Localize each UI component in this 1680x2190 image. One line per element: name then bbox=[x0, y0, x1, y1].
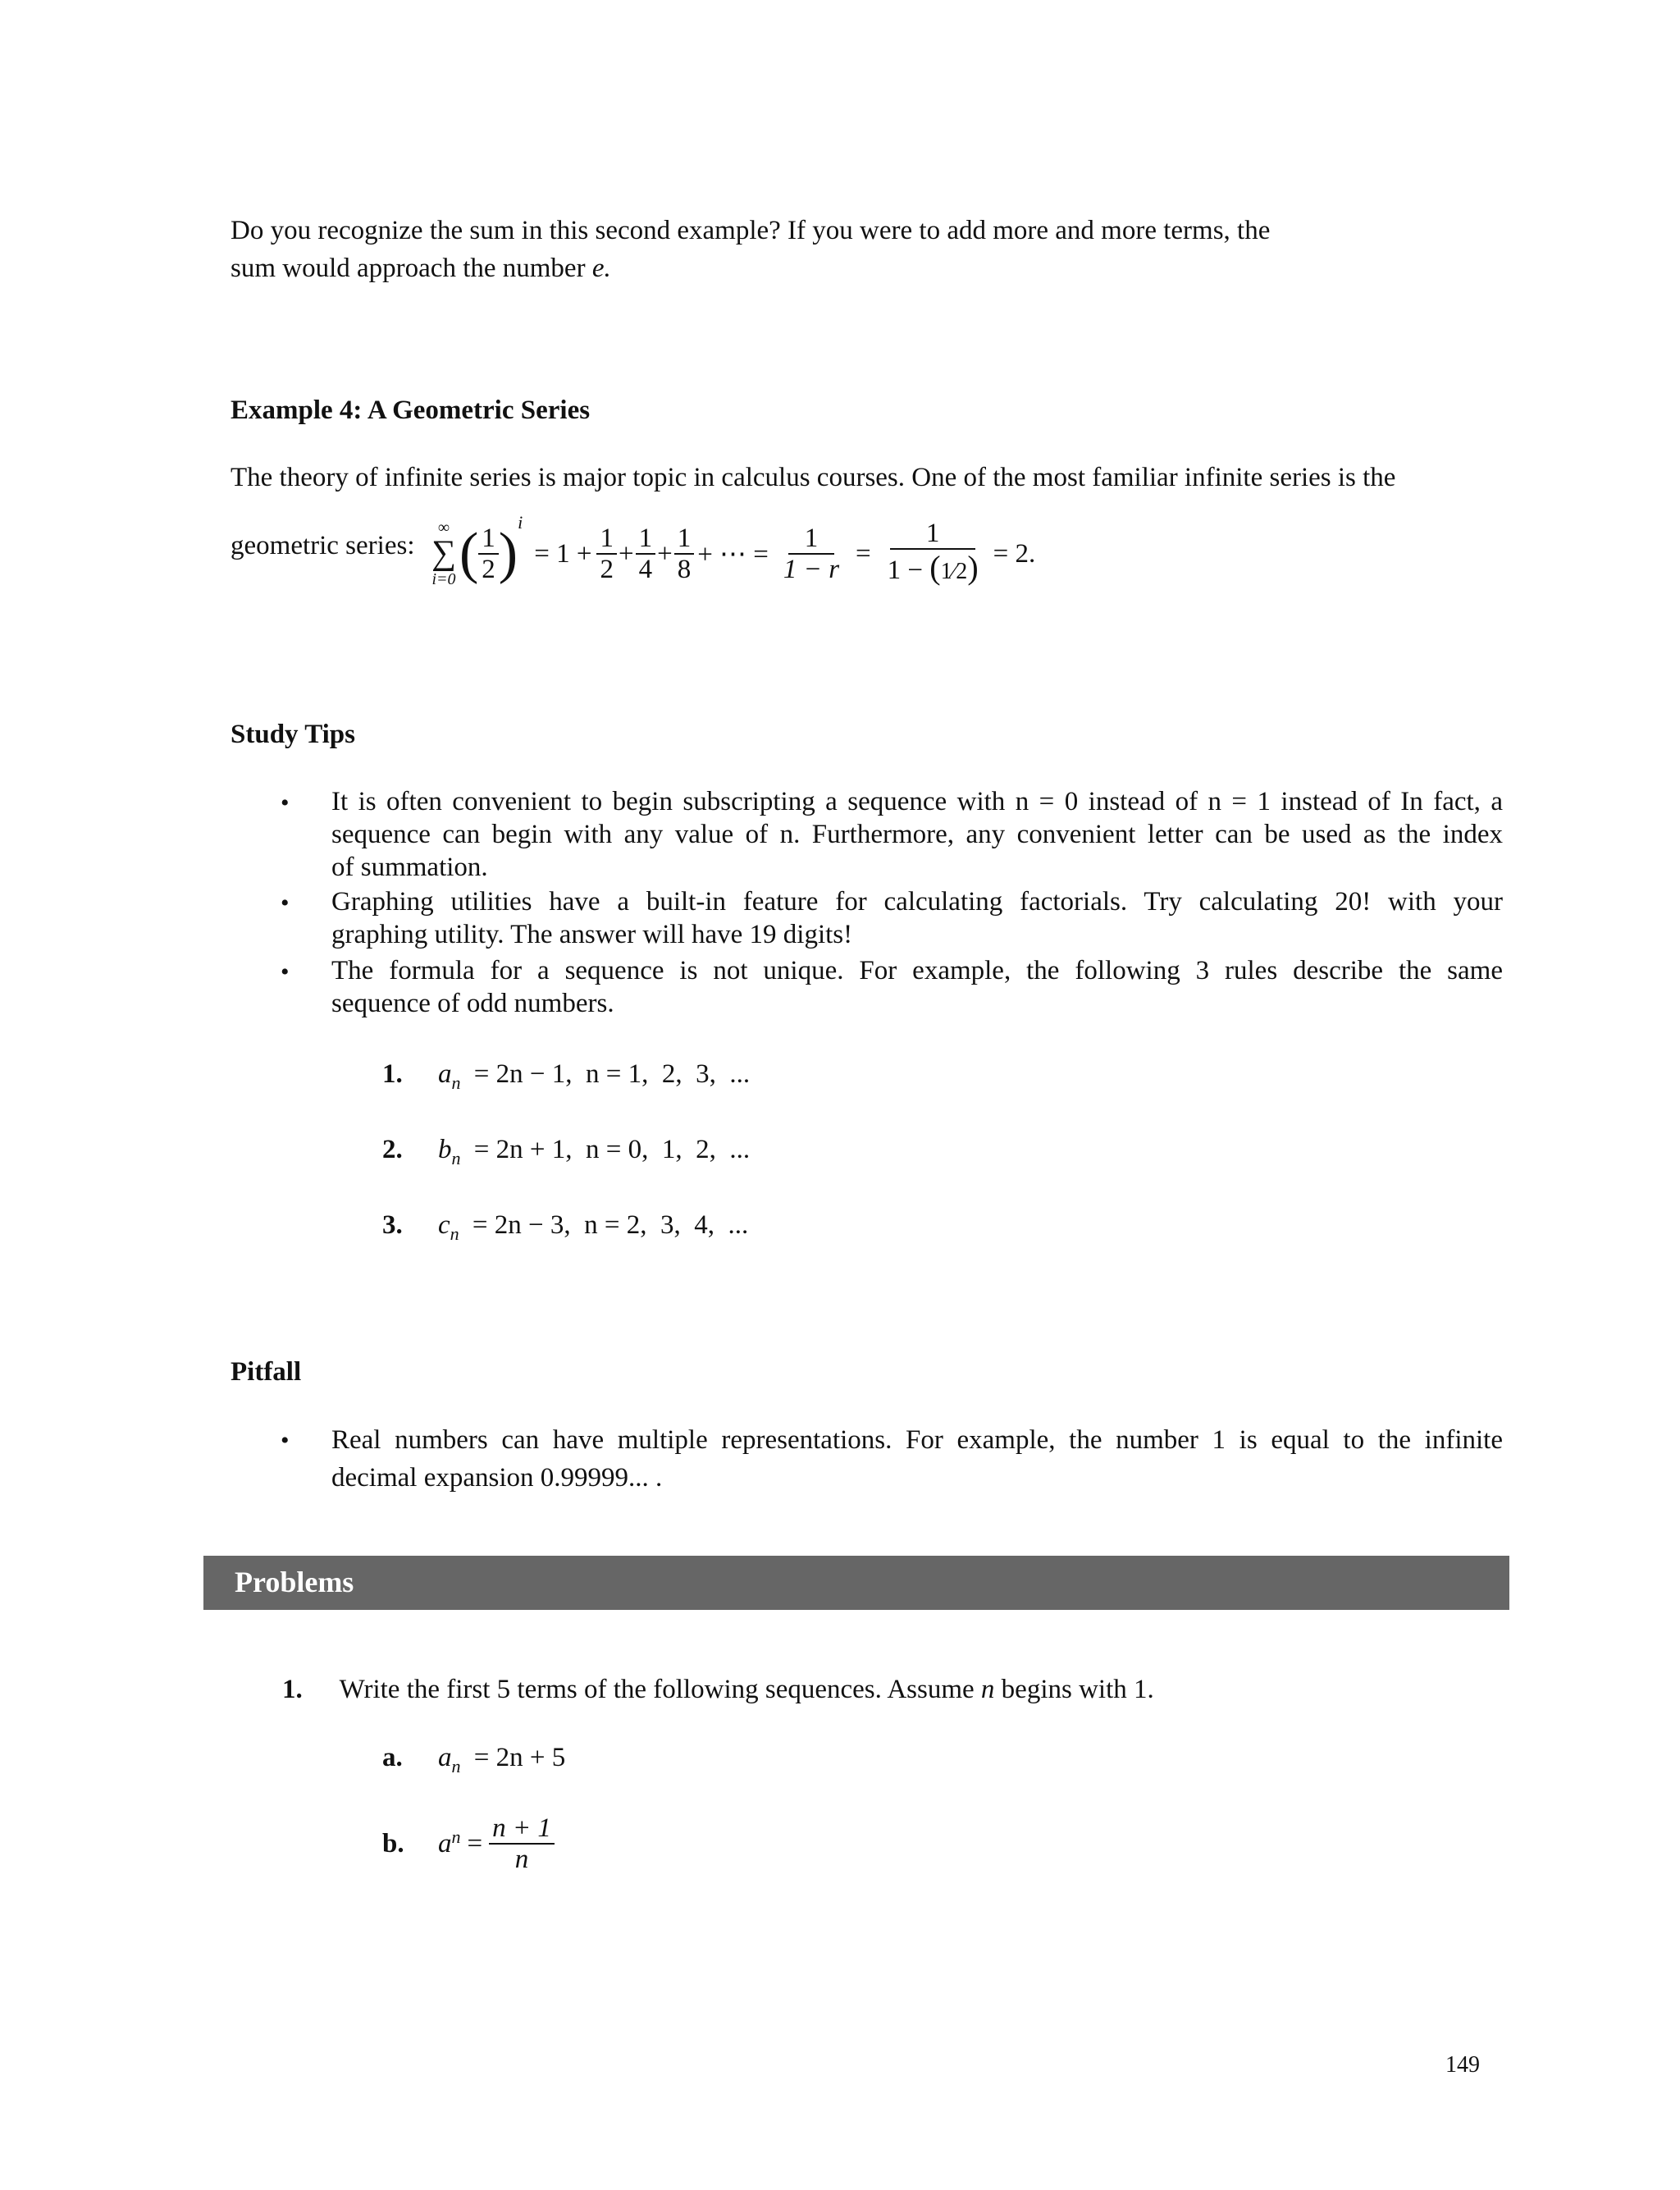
problem-1-number: 1. bbox=[282, 1675, 303, 1704]
study-tip-2 bbox=[331, 885, 1503, 951]
example4-heading: Example 4: A Geometric Series bbox=[231, 395, 591, 425]
ratio-num: 1 bbox=[788, 523, 835, 555]
problems-heading: Problems bbox=[235, 1566, 354, 1598]
page-number: 149 bbox=[1445, 2052, 1480, 2078]
study-tip-1 bbox=[331, 785, 1503, 884]
intro-e-variable: e. bbox=[591, 254, 611, 283]
plus-1: + bbox=[618, 538, 634, 569]
problem-1-text-a: Write the first 5 terms of the following sequences. Assume bbox=[339, 1675, 975, 1704]
term-half-num: 1 bbox=[596, 523, 617, 555]
sigma-block bbox=[431, 519, 456, 588]
ratio-fraction bbox=[780, 523, 842, 584]
term-quarter-den: 4 bbox=[638, 555, 653, 584]
tip3-line-1: The formula for a sequence is not unique. For example, the following 3 rules describe the same bbox=[331, 956, 1503, 985]
problem-1-var: n bbox=[980, 1675, 995, 1704]
problem-1a-expr: = 2n + 5 bbox=[473, 1743, 566, 1772]
rule-1-sub: n bbox=[451, 1072, 461, 1093]
problem-1a-label: a. bbox=[382, 1743, 403, 1772]
half-sub-den-prefix: 1 − bbox=[887, 555, 924, 585]
pitfall-text bbox=[331, 1421, 1503, 1497]
problem-1b-numerator: n + 1 bbox=[489, 1813, 555, 1845]
bullet-tip-1: • bbox=[281, 789, 290, 816]
base-numerator: 1 bbox=[478, 523, 499, 555]
problem-1-text-b: begins with 1. bbox=[1001, 1675, 1154, 1704]
rule-2-number: 2. bbox=[382, 1135, 403, 1164]
problem-1b-denominator: n bbox=[514, 1845, 529, 1874]
rule-3-number: 3. bbox=[382, 1210, 403, 1240]
rule-2 bbox=[382, 1131, 750, 1177]
exponent: i bbox=[518, 512, 523, 533]
problem-1a-sub: n bbox=[451, 1756, 461, 1776]
intro-line-1: Do you recognize the sum in this second example? If you were to add more and more terms, the bbox=[231, 216, 1271, 245]
rule-3 bbox=[382, 1206, 748, 1253]
problem-1b-sub: n bbox=[451, 1827, 461, 1847]
rule-3-sub: n bbox=[450, 1223, 459, 1244]
base-paren-open: ( bbox=[459, 522, 479, 585]
half-sub-den bbox=[884, 550, 982, 590]
tip2-line-2: graphing utility. The answer will have 19 digits! bbox=[331, 920, 853, 949]
term-quarter-num: 1 bbox=[636, 523, 656, 555]
rule-2-var: b bbox=[438, 1135, 452, 1164]
rule-3-expr: = 2n − 3, n = 2, 3, 4, ... bbox=[472, 1210, 749, 1240]
half-substitution-fraction bbox=[884, 519, 982, 590]
problem-1a-var: a bbox=[438, 1743, 452, 1772]
sigma-symbol: ∑ bbox=[431, 534, 456, 572]
example4-paragraph: The theory of infinite series is major topic in calculus courses. One of the most familiar infinite series is the bbox=[231, 463, 1396, 492]
rule-1 bbox=[382, 1055, 750, 1102]
half-sub-num: 1 bbox=[890, 519, 976, 550]
tip3-line-2: sequence of odd numbers. bbox=[331, 989, 614, 1018]
rule-2-sub: n bbox=[451, 1148, 461, 1168]
ellipsis-equals: + ⋯ = bbox=[697, 540, 769, 569]
base-denominator: 2 bbox=[482, 555, 495, 584]
rule-1-var: a bbox=[438, 1059, 452, 1089]
problem-1b-equals: = bbox=[467, 1829, 483, 1859]
problems-header-bar bbox=[203, 1556, 1509, 1610]
tip2-line-1: Graphing utilities have a built-in feature for calculating factorials. Try calculating 20! with your bbox=[331, 887, 1503, 917]
problem-1b-label: b. bbox=[382, 1829, 404, 1859]
problem-1a bbox=[382, 1739, 565, 1785]
term-eighth-den: 8 bbox=[677, 555, 692, 584]
base-fraction bbox=[478, 523, 499, 584]
study-tips-heading: Study Tips bbox=[231, 720, 355, 749]
bullet-tip-2: • bbox=[281, 889, 290, 917]
rule-3-var: c bbox=[438, 1210, 450, 1240]
term-half bbox=[596, 523, 617, 584]
term-eighth bbox=[674, 523, 695, 584]
term-half-den: 2 bbox=[600, 555, 614, 584]
pitfall-line-2: decimal expansion 0.99999... . bbox=[331, 1463, 663, 1493]
sigma-lower: i=0 bbox=[431, 570, 456, 588]
rule-1-number: 1. bbox=[382, 1059, 403, 1089]
intro-line-2-text: sum would approach the number bbox=[231, 254, 586, 283]
intro-paragraph bbox=[231, 212, 1379, 287]
problem-1 bbox=[282, 1671, 1154, 1708]
ratio-den: 1 − r bbox=[783, 555, 840, 584]
equals-one-plus: = 1 + bbox=[534, 538, 592, 569]
term-eighth-num: 1 bbox=[674, 523, 695, 555]
problem-1b-fraction bbox=[489, 1813, 555, 1874]
study-tip-3 bbox=[331, 954, 1503, 1020]
pitfall-heading: Pitfall bbox=[231, 1357, 302, 1387]
plus-2: + bbox=[657, 538, 673, 569]
half-sub-paren-close: ) bbox=[967, 548, 979, 586]
half-sub-den-inner: 1⁄2 bbox=[940, 558, 968, 584]
rule-1-expr: = 2n − 1, n = 1, 2, 3, ... bbox=[473, 1059, 751, 1089]
result: = 2. bbox=[993, 538, 1036, 569]
half-sub-paren-open: ( bbox=[929, 548, 941, 586]
bullet-tip-3: • bbox=[281, 958, 290, 985]
tip1-line-3: of summation. bbox=[331, 853, 488, 882]
bullet-pitfall: • bbox=[281, 1427, 290, 1454]
term-quarter bbox=[636, 523, 656, 584]
sigma-upper: ∞ bbox=[437, 519, 450, 537]
tip1-line-2: sequence can begin with any value of n. Furthermore, any convenient letter can be used as the index bbox=[331, 820, 1503, 849]
tip1-line-1: It is often convenient to begin subscripting a sequence with n = 0 instead of n = 1 instead of In fact, a bbox=[331, 787, 1503, 816]
geometric-series-formula bbox=[431, 509, 1035, 599]
rule-2-expr: = 2n + 1, n = 0, 1, 2, ... bbox=[473, 1135, 751, 1164]
problem-1b bbox=[382, 1813, 555, 1874]
intro-line-2 bbox=[231, 249, 1379, 287]
equals-2: = bbox=[856, 538, 871, 569]
pitfall-line-1: Real numbers can have multiple representations. For example, the number 1 is equal to the infinite bbox=[331, 1425, 1503, 1455]
problem-1b-var: a bbox=[438, 1829, 452, 1859]
base-paren-close: ) bbox=[498, 522, 518, 585]
geometric-series-label: geometric series: bbox=[231, 531, 415, 560]
